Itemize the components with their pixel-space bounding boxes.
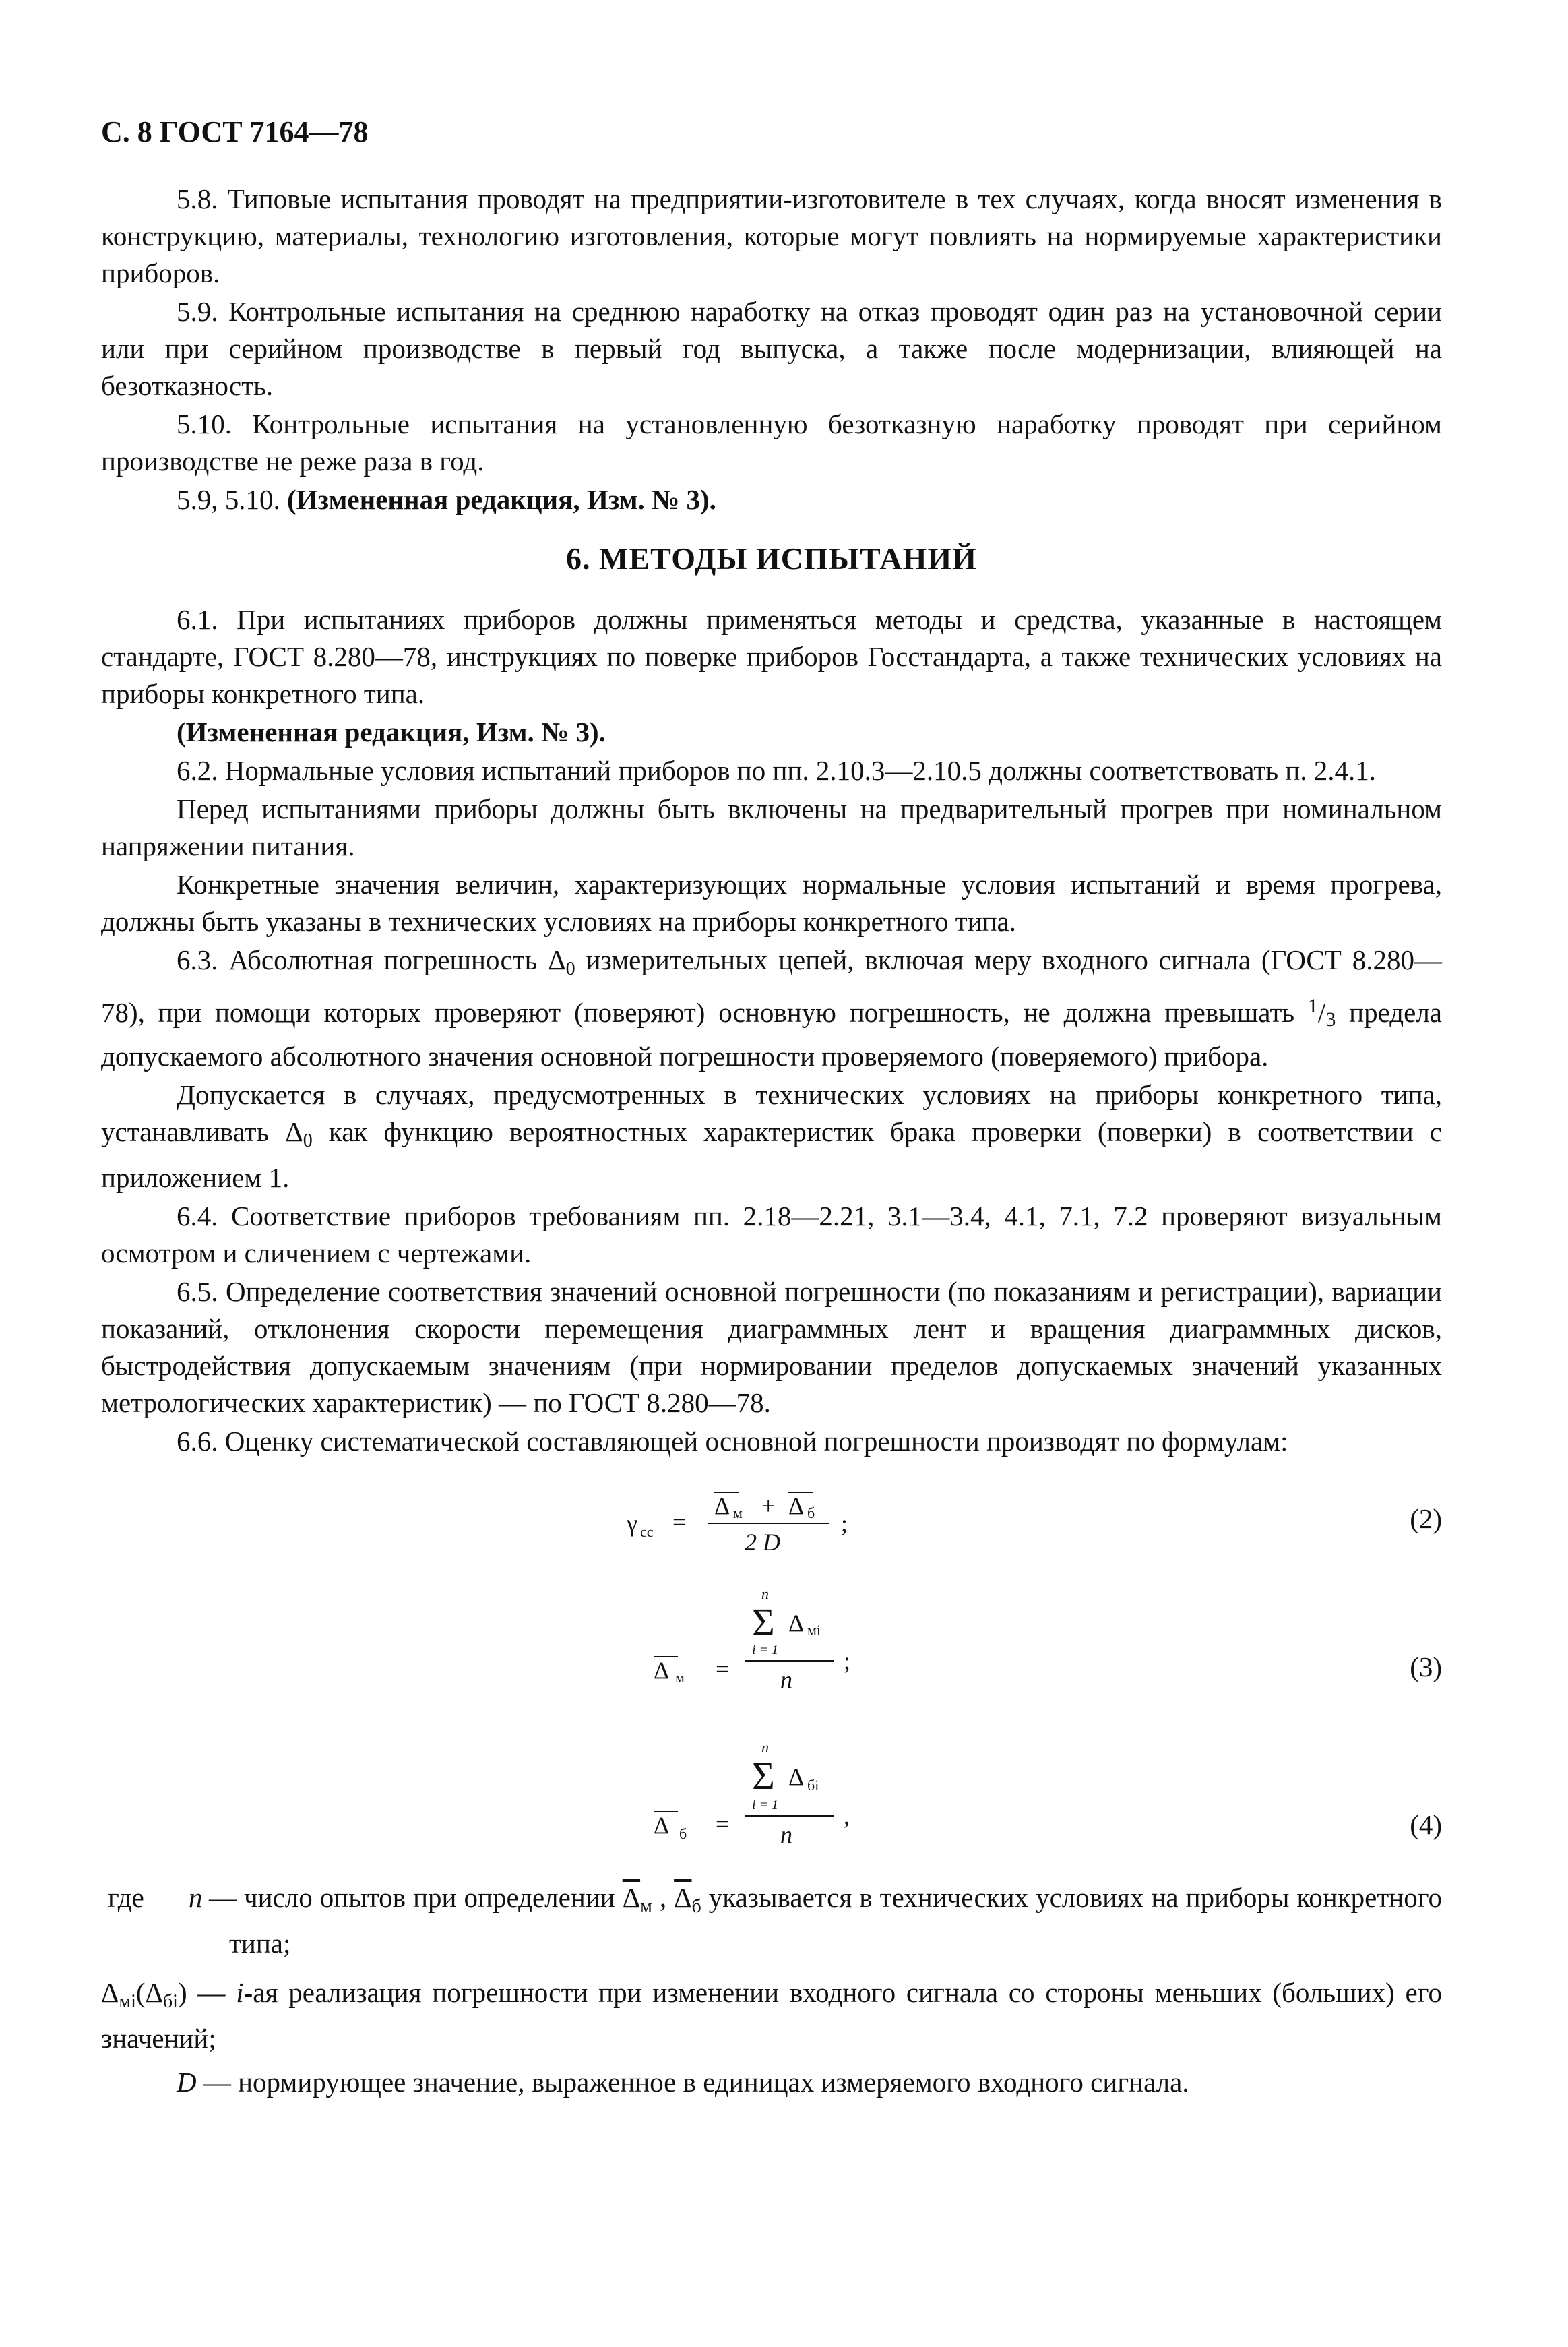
formula-punct: , [844,1802,850,1829]
paragraph-6-6: 6.6. Оценку систематической составляющей основной погрешности производят по формулам: [177,1426,1288,1457]
legend-subscript: б [691,1896,701,1917]
paragraph-6-3-b [101,1076,1442,1196]
formula-punct: ; [844,1647,851,1674]
fraction-denominator: 3 [1325,1008,1336,1031]
paragraph-6-3: 6.3. Абсолютная погрешность $\Delta_0$ измерительных цепей, включая меру входного сигнала (ГОСТ 8.280—78), при помощи которых проверяют (поверяют) основную погрешность, не должна превышать $^1$/3 предела допускаемого абсолютного значения основной погрешности проверяемого (поверяемого) прибора. [101,944,1442,1072]
formula-symbol: Δ [654,1812,670,1839]
sum-upper-limit: n [761,1739,769,1756]
formula-4-graphic [654,1732,991,1874]
formula-3-graphic [654,1581,991,1716]
legend-text: , [652,1882,675,1913]
formula-subscript: бi [807,1777,819,1794]
legend-text: — нормирующее значение, выраженное в единицах измеряемого входного сигнала. [196,2067,1189,2098]
formula-2 [101,1480,1442,1568]
legend-symbol: i [236,1977,244,2008]
amendment-text: (Измененная редакция, Изм. № 3). [287,484,716,515]
equation-number-2: (2) [1410,1503,1442,1534]
formula-equals: = [716,1810,730,1837]
formula-denominator: n [780,1821,792,1848]
legend-symbol: ) [177,1977,187,2008]
text-run: как функцию вероятностных характеристик брака проверки (поверки) в соответствии с приложением 1. [101,1116,1443,1193]
legend-subscript: мi [119,1991,136,2012]
fraction-numerator: 1 [1307,995,1318,1017]
equation-number-4: (4) [1410,1809,1442,1840]
paragraph-6-4: 6.4. Соответствие приборов требованиям пп. 2.18—2.21, 3.1—3.4, 4.1, 7.1, 7.2 проверяют визуальным осмотром и сличением с чертежами. [101,1200,1442,1269]
formula-3 [101,1581,1442,1716]
legend-subscript: м [640,1896,652,1917]
section-title: 6. МЕТОДЫ ИСПЫТАНИЙ [566,541,977,576]
equation-number-3: (3) [1410,1651,1442,1682]
paragraph-6-1: 6.1. При испытаниях приборов должны применяться методы и средства, указанные в настоящем стандарте, ГОСТ 8.280—78, инструкциях по поверке приборов Госстандарта, а также технических условиях на приборы конкретного типа. [101,604,1442,709]
formula-4 [101,1732,1442,1874]
formula-subscript: сс [640,1523,654,1540]
subscript: 0 [303,1130,313,1151]
legend-symbol: D [177,2067,197,2098]
formula-subscript: б [807,1504,815,1521]
legend-symbol: $\overline{\Delta}$ [674,1882,692,1913]
legend-text: указывается в технических условиях на приборы конкретного типа; [229,1882,1443,1959]
formula-subscript: мi [807,1622,821,1639]
formula-symbol: Δ [788,1492,805,1519]
legend-symbol: Δ [101,1977,119,2008]
formula-punct: ; [841,1510,848,1537]
legend-item-delta [101,1974,1442,2057]
legend-text: число опытов при определении [244,1882,623,1913]
text-run: измерительных цепей, включая меру входного сигнала (ГОСТ 8.280—78), при помощи которых проверяют (поверяют) основную погрешность, не должна превышать [101,944,1442,1028]
amendment-prefix: 5.9, 5.10. [177,484,287,515]
paragraph-5-9: 5.9. Контрольные испытания на среднюю наработку на отказ проводят один раз на установочной серии или при серийном производстве в первый год выпуска, а также после модернизации, влияющей на безотказность. [101,296,1442,401]
legend-dash: — [187,1977,237,2008]
legend-dash: — [209,1882,245,1913]
text-run: 6.3. Абсолютная погрешность Δ [177,944,566,975]
formula-symbol: Δ [714,1492,730,1519]
legend-symbol: n [189,1882,203,1913]
page-header: С. 8 ГОСТ 7164—78 [101,115,369,148]
formula-symbol: Δ [654,1657,670,1684]
paragraph-6-2-b: Перед испытаниями приборы должны быть включены на предварительный прогрев при номинальном напряжении питания. [101,793,1442,861]
formula-denominator: n [780,1666,792,1693]
formula-denominator: 2 D [745,1529,780,1556]
formula-2-graphic [627,1480,964,1568]
legend-item-D [101,2064,1442,2101]
sum-icon: Σ [752,1754,775,1798]
legend-where-label: где [108,1882,144,1913]
legend-text: -ая реализация погрешности при изменении входного сигнала со стороны меньших (больших) его значений; [101,1977,1443,2054]
formula-subscript: б [679,1825,687,1842]
formula-symbol: γ [627,1510,637,1537]
formula-symbol: Δ [788,1610,805,1637]
formula-operator: + [761,1492,776,1519]
paragraph-6-2-c: Конкретные значения величин, характеризующих нормальные условия испытаний и время прогрева, должны быть указаны в технических условиях на приборы конкретного типа. [101,869,1442,937]
subscript: 0 [565,958,575,979]
sum-icon: Σ [752,1600,775,1644]
paragraph-5-10: 5.10. Контрольные испытания на установленную безотказную наработку проводят при серийном производстве не реже раза в год. [101,408,1442,477]
legend-subscript: бi [162,1991,178,2012]
legend-symbol: $\overline{\Delta}$ [622,1882,641,1913]
formula-equals: = [672,1508,687,1535]
text-run: Допускается в случаях, предусмотренных в технических условиях на приборы конкретного типа, устанавливать Δ [101,1079,1442,1147]
legend-symbol: (Δ [135,1977,163,2008]
sum-upper-limit: n [761,1585,769,1602]
formula-subscript: м [733,1504,743,1521]
paragraph-6-5: 6.5. Определение соответствия значений основной погрешности (по показаниям и регистрации), вариации показаний, отклонения скорости перемещения диаграммных лент и вращения диаграммных дисков, быстродействия допускаемым значениям (при нормировании пределов допускаемых значений указанных метрологических характеристик) — по ГОСТ 8.280—78. [101,1276,1442,1418]
sum-lower-limit: i = 1 [752,1798,779,1812]
document-body [101,181,1442,2101]
paragraph-5-8: 5.8. Типовые испытания проводят на предприятии-изготовителе в тех случаях, когда вносят изменения в конструкцию, материалы, технологию изготовления, которые могут повлиять на нормируемые характеристики приборов. [101,183,1442,288]
amendment-note-1 [101,481,1442,518]
sum-lower-limit: i = 1 [752,1643,779,1657]
formula-equals: = [716,1655,730,1682]
legend-item-n [101,1879,1442,1962]
formula-legend [101,1879,1442,2101]
formula-symbol: Δ [788,1763,805,1790]
amendment-note-2: (Измененная редакция, Изм. № 3). [177,717,606,748]
text-run: предела допускаемого абсолютного значения основной погрешности проверяемого (поверяемого) прибора. [101,997,1442,1072]
formula-subscript: м [675,1669,685,1686]
paragraph-6-2: 6.2. Нормальные условия испытаний приборов по пп. 2.10.3—2.10.5 должны соответствовать п. 2.4.1. [177,755,1376,786]
